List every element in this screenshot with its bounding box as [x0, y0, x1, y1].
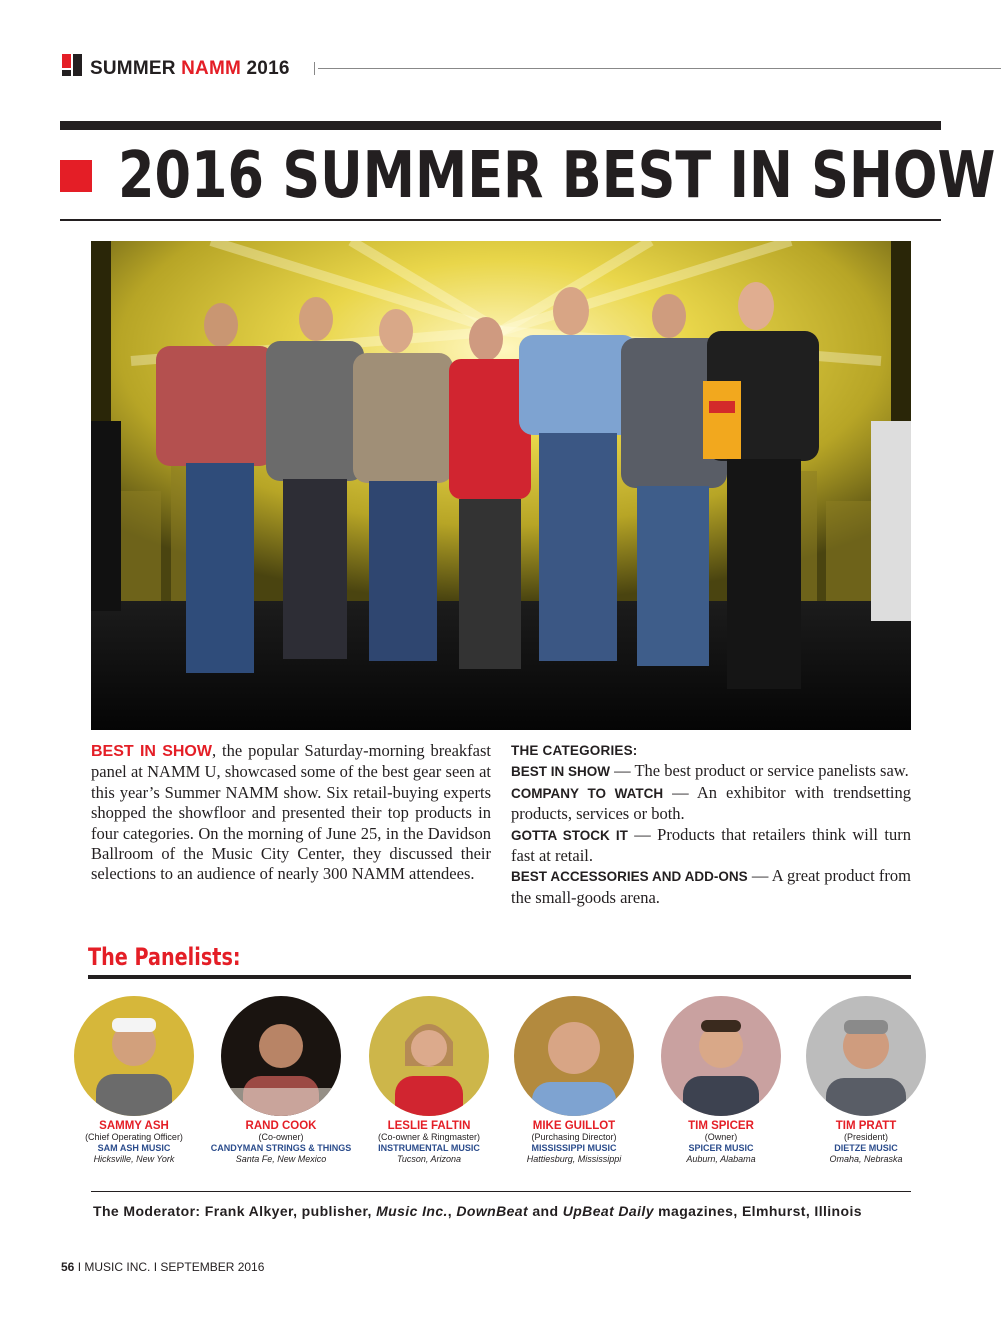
panelists-heading: The Panelists: — [88, 943, 241, 971]
title-square-icon — [60, 160, 92, 192]
panelist-company: SPICER MUSIC — [688, 1143, 754, 1153]
panelist-location: Tucson, Arizona — [396, 1154, 462, 1164]
panelist-name: MIKE GUILLOT — [532, 1120, 616, 1132]
panelist-role: (Co-owner) — [258, 1132, 304, 1142]
section-word-3: 2016 — [246, 58, 290, 79]
panelist-name: SAMMY ASH — [99, 1120, 169, 1132]
title-rule — [60, 219, 941, 221]
moderator-sep: and — [528, 1203, 563, 1219]
panelist-photo — [74, 996, 194, 1116]
categories-block — [511, 741, 911, 908]
page-title: 2016 SUMMER BEST IN SHOW — [118, 139, 996, 213]
moderator-rule — [91, 1191, 911, 1192]
panelist-location: Hicksville, New York — [93, 1154, 175, 1164]
moderator-magazine: DownBeat — [456, 1203, 529, 1219]
section-rule — [318, 68, 1001, 69]
panelist-card — [646, 996, 796, 1165]
panelist-company: INSTRUMENTAL MUSIC — [378, 1143, 480, 1153]
panelist-company: SAM ASH MUSIC — [97, 1143, 171, 1153]
page-number: 56 — [61, 1260, 75, 1274]
intro-paragraph — [91, 741, 491, 885]
panelist-name: TIM SPICER — [688, 1120, 754, 1132]
category-item — [511, 783, 911, 825]
panelist-photo — [514, 996, 634, 1116]
panelist-card — [59, 996, 209, 1165]
category-term: COMPANY TO WATCH — [511, 785, 664, 801]
panelist-role: (Co-owner & Ringmaster) — [377, 1132, 481, 1142]
panelist-role: (Chief Operating Officer) — [85, 1132, 183, 1142]
panelist-location: Hattiesburg, Mississippi — [526, 1154, 622, 1164]
panelist-location: Omaha, Nebraska — [829, 1154, 903, 1164]
title-top-bar — [60, 121, 941, 130]
category-desc: — A great product from the small-goods arena. — [511, 866, 911, 907]
category-term: GOTTA STOCK IT — [511, 827, 628, 843]
page-footer — [61, 1260, 264, 1274]
panelist-card — [791, 996, 941, 1165]
panelists-rule — [88, 975, 911, 979]
panelist-card — [499, 996, 649, 1165]
section-logo-icon — [62, 54, 82, 76]
category-item — [511, 761, 911, 782]
panelist-photo — [221, 996, 341, 1116]
categories-heading: THE CATEGORIES: — [511, 743, 638, 758]
category-term: BEST ACCESSORIES AND ADD-ONS — [511, 869, 748, 885]
panelist-role: (Purchasing Director) — [531, 1132, 617, 1142]
panelist-company: CANDYMAN STRINGS & THINGS — [210, 1143, 352, 1153]
moderator-magazine: Music Inc. — [376, 1203, 448, 1219]
category-term: BEST IN SHOW — [511, 764, 611, 780]
panelist-company: DIETZE MUSIC — [834, 1143, 898, 1153]
section-rule-tick — [314, 62, 315, 75]
intro-lead: BEST IN SHOW — [91, 743, 212, 760]
section-word-2: NAMM — [181, 58, 242, 79]
panelist-name: LESLIE FALTIN — [387, 1120, 471, 1132]
intro-text: , the popular Saturday-morning breakfast panel at NAMM U, showcased some of the best gear seen at this year’s Summer NAMM show. Six retail-buying experts shopped the showfloor and presented their top products in four categories. On the morning of June 25, in the Davidson Ballroom of the Music City Center, they discussed their selections to an audience of nearly 300 NAMM attendees. — [91, 741, 491, 884]
section-title — [90, 58, 290, 80]
panelist-location: Auburn, Alabama — [686, 1154, 756, 1164]
panelist-photo — [661, 996, 781, 1116]
panelist-role: (Owner) — [704, 1132, 738, 1142]
panelist-name: RAND COOK — [245, 1120, 317, 1132]
moderator-suffix: magazines, Elmhurst, Illinois — [653, 1203, 862, 1219]
moderator-magazine: UpBeat Daily — [562, 1203, 654, 1219]
moderator-line — [93, 1202, 862, 1220]
section-word-1: SUMMER — [90, 58, 176, 79]
category-desc: — Products that retailers think will turn fast at retail. — [511, 824, 911, 866]
footer-text: I MUSIC INC. I SEPTEMBER 2016 — [74, 1260, 265, 1274]
panelist-photo — [806, 996, 926, 1116]
category-item — [511, 866, 911, 908]
category-desc: — An exhibitor with trendsetting products, services or both. — [511, 782, 911, 824]
panelist-photo — [369, 996, 489, 1116]
panelist-location: Santa Fe, New Mexico — [235, 1154, 327, 1164]
moderator-sep: , — [447, 1203, 457, 1219]
hero-photo — [91, 241, 911, 730]
panelist-role: (President) — [843, 1132, 888, 1142]
panelist-name: TIM PRATT — [835, 1120, 897, 1132]
panelist-card — [354, 996, 504, 1165]
panelist-company: MISSISSIPPI MUSIC — [531, 1143, 617, 1153]
category-desc: — The best product or service panelists saw. — [610, 761, 909, 781]
category-item — [511, 825, 911, 867]
moderator-prefix: The Moderator: Frank Alkyer, publisher, — [93, 1203, 377, 1219]
panelist-card — [206, 996, 356, 1165]
